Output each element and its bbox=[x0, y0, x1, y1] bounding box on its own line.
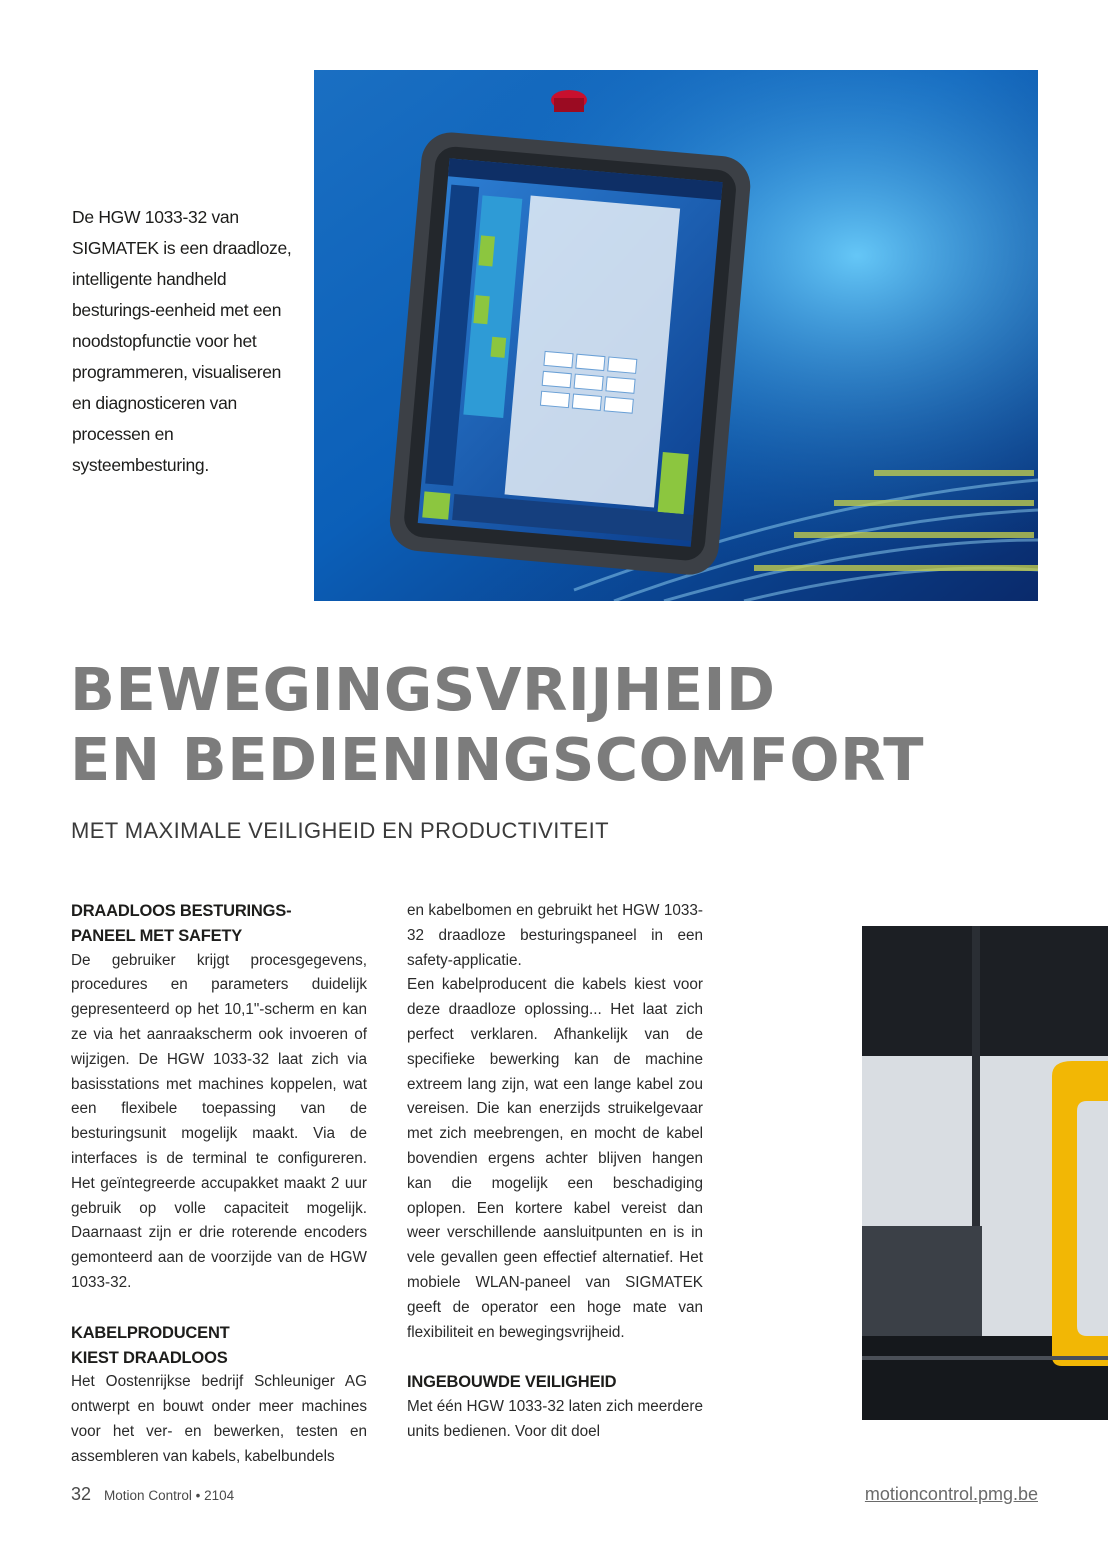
paragraph: Het Oostenrijkse bedrijf Schleuniger AG ontwerpt en bouwt onder meer machines voor het ver- en bewerken, testen en assembleren van kabels, kabelbundels bbox=[71, 1373, 367, 1465]
page-number: 32 bbox=[71, 1484, 92, 1504]
paragraph: Een kabelproducent die kabels kiest voor deze draadloze oplossing... Het laat zich perfect verklaren. Afhankelijk van de specifieke bewerking kan de machine extreem lang zijn, wat een lange kabel zou vereisen. Die kan enerzijds struikelgevaar met zich meebrengen, en mocht de kabel bovendien ergens achter blijven hangen kan die mogelijk een beschadiging oplopen. Een kortere kabel vereist dan weer verschillende aansluitpunten en is in vele gevallen geen effectief alternatief. Het mobiele WLAN-paneel van SIGMATEK geeft de operator een hoge mate van flexibiliteit en bewegingsvrijheid. bbox=[407, 976, 703, 1341]
paragraph: en kabelbomen en gebruikt het HGW 1033-32 draadloze besturingspaneel in een safety-applicatie. bbox=[407, 902, 703, 969]
section-heading-line: KABELPRODUCENT bbox=[71, 1323, 230, 1342]
section-heading-kabelproducent bbox=[71, 1321, 367, 1371]
side-photo-machine bbox=[862, 926, 1108, 1420]
headline-line-2: EN BEDIENINGSCOMFORT bbox=[70, 725, 925, 794]
hero-photo-handheld-terminal bbox=[314, 70, 1038, 601]
text-column-1 bbox=[71, 899, 367, 1470]
article-headline bbox=[70, 655, 924, 795]
paragraph: De gebruiker krijgt procesgegevens, procedures en parameters duidelijk gepresenteerd op het 10,1"-scherm en kan ze via het aanraakscherm ook invoeren of wijzigen. De HGW 1033-32 laat zich via basisstations met machines koppelen, wat een flexibele toepassing van de besturingsunit mogelijk maakt. Via de interfaces is de terminal te configureren. Het geïntegreerde accupakket maakt 2 uur gebruik op volle capaciteit mogelijk. Daarnaast zijn er drie roterende encoders gemonteerd aan de voorzijde van de HGW 1033-32. bbox=[71, 951, 367, 1291]
section-heading-draadloos bbox=[71, 899, 367, 949]
footer-page-info bbox=[71, 1484, 234, 1505]
footer-url-link[interactable]: motioncontrol.pmg.be bbox=[864, 1484, 1038, 1504]
section-heading-line: DRAADLOOS BESTURINGS- bbox=[71, 902, 292, 920]
section-heading-line: PANEEL MET SAFETY bbox=[71, 926, 243, 945]
section-heading-veiligheid: INGEBOUWDE VEILIGHEID bbox=[407, 1373, 617, 1392]
magazine-issue: Motion Control • 2104 bbox=[104, 1488, 235, 1503]
text-column-2 bbox=[407, 899, 703, 1445]
image-caption: De HGW 1033-32 van SIGMATEK is een draadloze, intelligente handheld besturings-eenheid met een noodstopfunctie voor het programmeren, visualiseren en diagnosticeren van processen en systeembesturing. bbox=[72, 207, 292, 475]
section-heading-line: KIEST DRAADLOOS bbox=[71, 1348, 228, 1367]
article-subheadline: MET MAXIMALE VEILIGHEID EN PRODUCTIVITEIT bbox=[71, 818, 609, 843]
paragraph: Met één HGW 1033-32 laten zich meerdere units bedienen. Voor dit doel bbox=[407, 1398, 703, 1440]
headline-line-1: BEWEGINGSVRIJHEID bbox=[70, 655, 776, 724]
